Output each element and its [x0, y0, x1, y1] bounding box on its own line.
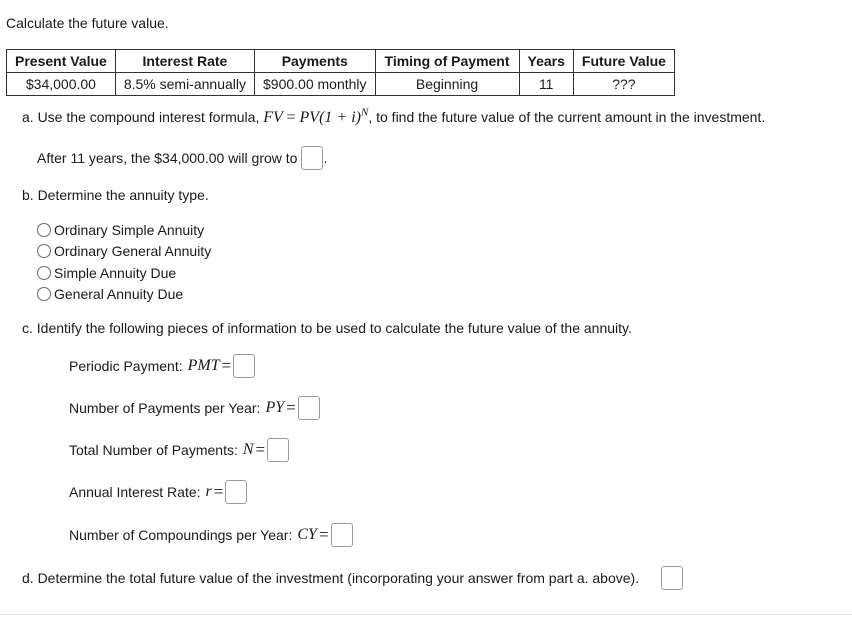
col-years: Years [519, 50, 573, 73]
cy-symbol: CY [297, 526, 317, 543]
part-a-prompt: After 11 years, the $34,000.00 will grow to [37, 150, 298, 166]
col-future-value: Future Value [573, 50, 674, 73]
radio-label: Ordinary General Annuity [54, 243, 212, 259]
cell-present-value: $34,000.00 [7, 73, 116, 96]
col-present-value: Present Value [7, 50, 116, 73]
part-a-suffix: , to find the future value of the current amount in the investment. [368, 109, 766, 125]
part-c-question: c. Identify the following pieces of information to be used to calculate the future value of the annuity. [22, 320, 632, 336]
part-d-question: d. Determine the total future value of the investment (incorporating your answer from part a. above). [22, 570, 640, 586]
part-a-answer-line [37, 146, 327, 170]
radio-button[interactable] [37, 223, 51, 237]
radio-label: Simple Annuity Due [54, 265, 177, 281]
cell-timing: Beginning [375, 73, 519, 96]
py-equals: = [286, 398, 296, 417]
pmt-label: Periodic Payment: [69, 358, 183, 374]
radio-button[interactable] [37, 244, 51, 258]
info-table [6, 49, 675, 96]
cell-payments: $900.00 monthly [255, 73, 376, 96]
pmt-symbol: PMT [187, 357, 220, 374]
radio-option-ordinary-general[interactable] [37, 243, 211, 259]
part-a-question [22, 106, 766, 127]
rate-equals: = [213, 482, 224, 501]
total-fv-input[interactable] [661, 566, 683, 590]
radio-label: General Annuity Due [54, 286, 184, 302]
n-label: Total Number of Payments: [69, 442, 238, 458]
rate-symbol: r [205, 483, 212, 500]
bottom-divider [0, 614, 852, 615]
rate-input[interactable] [225, 480, 247, 504]
cell-interest-rate: 8.5% semi-annually [115, 73, 254, 96]
col-interest-rate: Interest Rate [115, 50, 254, 73]
instruction-text: Calculate the future value. [6, 15, 169, 31]
cy-input[interactable] [331, 523, 353, 547]
py-field [69, 396, 320, 420]
cy-label: Number of Compoundings per Year: [69, 527, 293, 543]
n-equals: = [255, 440, 266, 459]
formula-exponent: N [360, 106, 369, 119]
radio-option-ordinary-simple[interactable] [37, 222, 204, 238]
table-header-row [7, 50, 675, 73]
cell-future-value: ??? [573, 73, 674, 96]
n-symbol: N [242, 441, 254, 458]
py-label: Number of Payments per Year: [69, 400, 261, 416]
cell-years: 11 [519, 73, 573, 96]
radio-button[interactable] [37, 266, 51, 280]
cy-equals: = [318, 525, 329, 544]
radio-option-general-due[interactable] [37, 286, 183, 302]
pmt-equals: = [221, 356, 232, 375]
fv-answer-input[interactable] [301, 146, 323, 170]
formula-equals: = [286, 109, 296, 126]
pmt-input[interactable] [233, 354, 255, 378]
col-timing: Timing of Payment [375, 50, 519, 73]
part-a-intro: a. Use the compound interest formula, [22, 109, 260, 125]
py-input[interactable] [298, 396, 320, 420]
col-payments: Payments [255, 50, 376, 73]
cy-field [69, 523, 353, 547]
pmt-field [69, 354, 255, 378]
rate-label: Annual Interest Rate: [69, 484, 201, 500]
rate-field [69, 480, 247, 504]
radio-option-simple-due[interactable] [37, 265, 176, 281]
part-d-line [22, 566, 683, 590]
part-b-question: b. Determine the annuity type. [22, 187, 209, 203]
table-row [7, 73, 675, 96]
py-symbol: PY [265, 399, 285, 416]
radio-label: Ordinary Simple Annuity [54, 222, 205, 238]
n-field [69, 438, 289, 462]
radio-button[interactable] [37, 287, 51, 301]
n-input[interactable] [267, 438, 289, 462]
part-a-period: . [323, 150, 328, 166]
formula-rhs: PV(1 + i) [299, 109, 361, 126]
fv-formula [263, 106, 369, 126]
formula-lhs: FV [263, 109, 283, 126]
